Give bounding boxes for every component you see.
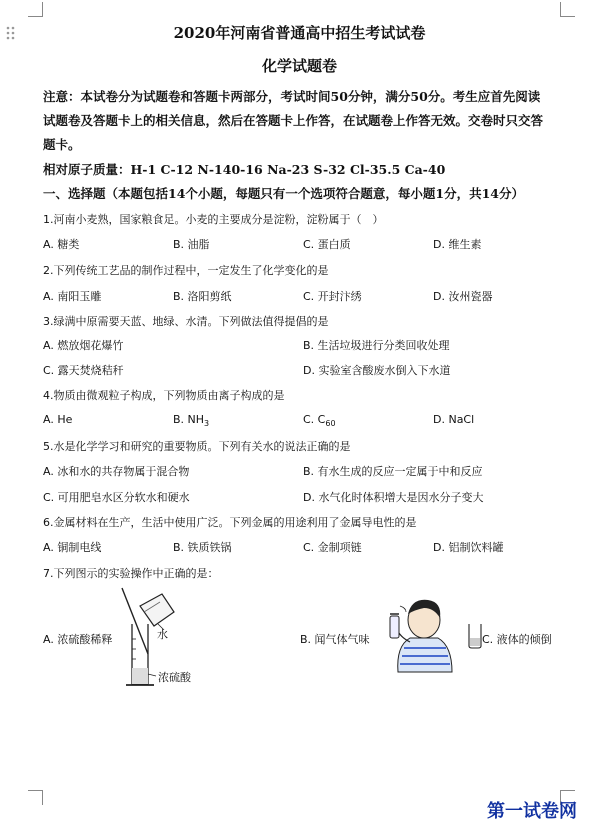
q4-option-d: D. NaCl — [433, 413, 475, 426]
q5-option-a: A. 冰和水的共存物属于混合物 — [43, 465, 190, 478]
q2-option-d: D. 汝州瓷器 — [433, 290, 493, 303]
q5-option-c: C. 可用肥皂水区分软水和硬水 — [43, 491, 190, 504]
question-3: 3.绿满中原需要天蓝、地绿、水清。下列做法值得提倡的是 — [43, 315, 329, 328]
q4-option-b-text: B. NH — [173, 413, 205, 426]
question-2: 2.下列传统工艺品的制作过程中，一定发生了化学变化的是 — [43, 264, 329, 277]
q4-option-c — [303, 413, 336, 428]
figure-label-acid: 浓硫酸 — [158, 671, 191, 684]
q2-option-a: A. 南阳玉雕 — [43, 290, 102, 303]
question-6: 6.金属材料在生产，生活中使用广泛。下列金属的用途利用了金属导电性的是 — [43, 516, 417, 529]
q7-option-c: C. 液体的倾倒 — [482, 633, 552, 646]
q1-option-a: A. 糖类 — [43, 238, 80, 251]
q3-option-d: D. 实验室含酸废水倒入下水道 — [303, 364, 451, 377]
q1-option-d: D. 维生素 — [433, 238, 482, 251]
q6-option-a: A. 铜制电线 — [43, 541, 102, 554]
question-4: 4.物质由微观粒子构成，下列物质由离子构成的是 — [43, 389, 285, 402]
crop-mark-top-left — [28, 2, 43, 17]
q6-option-c: C. 金制项链 — [303, 541, 362, 554]
q2-option-b: B. 洛阳剪纸 — [173, 290, 232, 303]
nh3-subscript: 3 — [204, 419, 210, 429]
q3-option-b: B. 生活垃圾进行分类回收处理 — [303, 339, 450, 352]
q1-option-b: B. 油脂 — [173, 238, 210, 251]
q1-option-c: C. 蛋白质 — [303, 238, 351, 251]
crop-mark-bottom-left — [28, 790, 43, 805]
page-subtitle: 化学试题卷 — [261, 57, 337, 75]
q6-option-d: D. 铝制饮料罐 — [433, 541, 504, 554]
notice-line-1: 注意：本试卷分为试题卷和答题卡两部分，考试时间50分钟，满分50分。考生应首先阅读 — [43, 89, 541, 104]
notice-line-3: 题卡。 — [43, 137, 81, 152]
q4-option-b — [173, 413, 209, 428]
crop-mark-top-right — [560, 2, 575, 17]
notice-line-2: 试题卷及答题卡上的相关信息，然后在答题卡上作答，在试题卷上作答无效。交卷时只交答 — [43, 113, 544, 128]
q4-option-a: A. He — [43, 413, 73, 426]
section-heading: 一、选择题（本题包括14个小题，每题只有一个选项符合题意，每小题1分，共14分） — [43, 186, 524, 201]
atomic-mass-line: 相对原子质量：H-1 C-12 N-140-16 Na-23 S-32 Cl-35.5 Ca-40 — [43, 162, 446, 177]
c60-subscript: 60 — [325, 419, 336, 429]
q7-option-b: B. 闻气体气味 — [300, 633, 370, 646]
q3-option-a: A. 燃放烟花爆竹 — [43, 339, 124, 352]
q5-option-d: D. 水气化时体积增大是因水分子变大 — [303, 491, 484, 504]
question-7: 7.下列图示的实验操作中正确的是： — [43, 567, 219, 580]
smelling-gas-figure — [380, 592, 460, 674]
q3-option-c: C. 露天焚烧秸秆 — [43, 364, 124, 377]
figure-label-water: 水 — [157, 628, 168, 641]
watermark-logo: 第一试卷网 — [487, 801, 577, 822]
q7-option-a: A. 浓硫酸稀释 — [43, 633, 113, 646]
question-1: 1.河南小麦熟，国家粮食足。小麦的主要成分是淀粉，淀粉属于（ ） — [43, 213, 384, 226]
q5-option-b: B. 有水生成的反应一定属于中和反应 — [303, 465, 483, 478]
q4-option-c-text: C. C — [303, 413, 326, 426]
page-title: 2020年河南省普通高中招生考试试卷 — [173, 24, 426, 42]
q2-option-c: C. 开封汴绣 — [303, 290, 362, 303]
q6-option-b: B. 铁质铁锅 — [173, 541, 232, 554]
question-5: 5.水是化学学习和研究的重要物质。下列有关水的说法正确的是 — [43, 440, 351, 453]
